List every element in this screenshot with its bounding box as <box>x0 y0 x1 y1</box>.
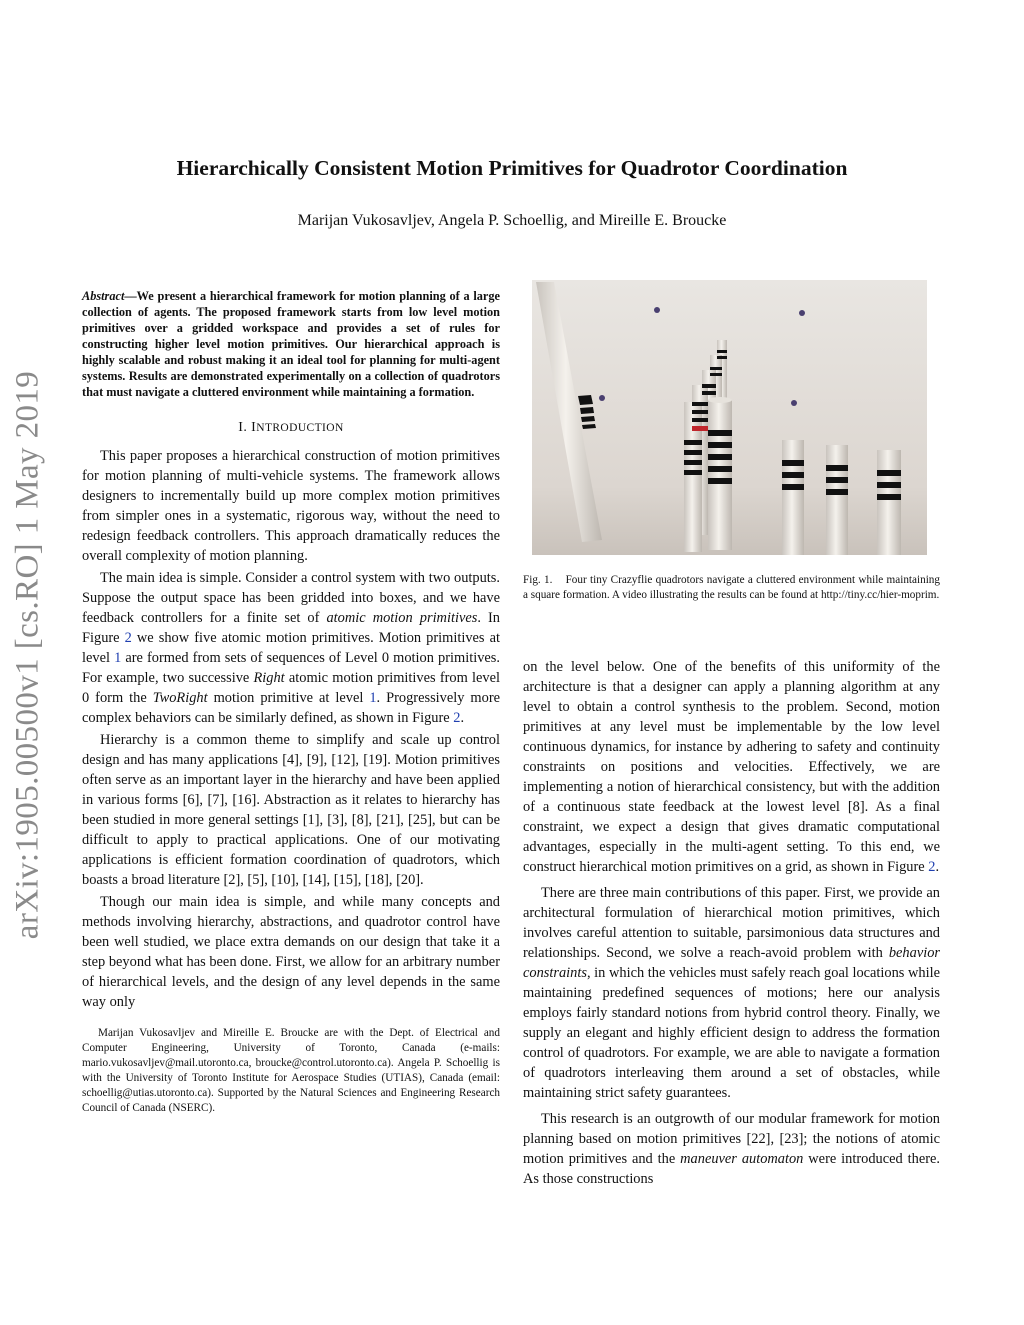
author-list: Marijan Vukosavljev, Angela P. Schoellig, and Mireille E. Broucke <box>297 212 727 229</box>
intro-paragraph-3: Hierarchy is a common theme to simplify and scale up control design and has many applications [4], [9], [12], [19]. Motion primitives often serve as an important layer in the hierarchy and have been applied in various forms [6], [7], [16]. Abstraction as it relates to hierarchy has been studied in more general settings [1], [3], [8], [21], [25], but can be difficult to apply to practical applications. One of our motivating applications is efficient formation coordination of quadrotors, which boasts a broad literature [2], [5], [10], [14], [15], [18], [20]. <box>82 732 500 888</box>
figure-1-photo <box>532 280 927 555</box>
figure-link[interactable]: 2 <box>928 859 936 875</box>
intro-paragraph-4: Though our main idea is simple, and while many concepts and methods involving hierarchy, abstractions, and quadrotor control have been well studied, we place extra demands on our design that take it a step beyond what has been done. First, we allow for an arbitrary number of hierarchical levels, and the design of any level depends in the same way only <box>82 894 500 1010</box>
right-paragraph-2: There are three main contributions of this paper. First, we provide an architectural formulation of hierarchical motion primitives, which involves careful attention to suitable, parsimonious data structures and relationships. Second, we solve a reach-avoid problem with behavior constraints, in which the vehicles must safely reach goal locations while maintaining predefined sequences of motions; here our analysis employs fairly standard notions from hybrid control theory. Finally, we supply an elegant and highly efficient design to address the formation control of quadrotors. For example, we are able to navigate a formation of quadrotors interleaving them around a set of obstacles, while maintaining strict safety guarantees. <box>523 885 940 1101</box>
figure-1-caption: Fig. 1. Four tiny Crazyflie quadrotors navigate a cluttered environment while maintaining a square formation. A video illustrating the results can be found at http://tiny.cc/hier-moprim. <box>523 574 940 601</box>
intro-paragraph-2: The main idea is simple. Consider a control system with two outputs. Suppose the output space has been gridded into boxes, and we have feedback controllers for a finite set of atomic motion primitives. In Figure 2 we show five atomic motion primitives. Motion primitives at level 1 are formed from sets of sequences of Level 0 motion primitives. For example, two successive Right atomic motion primitives from level 0 form the TwoRight motion primitive at level 1. Progressively more complex behaviors can be similarly defined, as shown in Figure 2. <box>82 570 500 726</box>
right-paragraph-1: on the level below. One of the benefits of this uniformity of the architecture is that a designer can apply a planning algorithm at any level to obtain a control synthesis to the problem. Second, motion primitives at any level must be implementable by the low level continuous dynamics, for instance by adhering to safety and continuity constraints on positions and velocities. Effectively, we are implementing a notion of hierarchical consistency, but with the addition of a continuous state feedback at the lowest level [8]. As a final constraint, we expect a design that gives dramatic computational advantages, especially in the multi-agent setting. To this end, we construct hierarchical motion primitives on a grid, as shown in Figure 2. <box>523 659 940 875</box>
arxiv-stamp <box>8 350 48 960</box>
footnote: Marijan Vukosavljev and Mireille E. Broucke are with the Dept. of Electrical and Computer Engineering, University of Toronto, Canada (e-mails: mario.vukosavljev@mail.utoronto.ca, broucke@control.utoronto.ca). Angela P. Schoellig is with the University of Toronto Institute for Aerospace Studies (UTIAS), Canada (email: schoellig@utias.utoronto.ca). Supported by the Natural Sciences and Engineering Research Council of Canada (NSERC). <box>82 1027 500 1114</box>
right-column <box>523 657 940 1191</box>
arxiv-id: arXiv:1905.00500v1 [cs.RO] 1 May 2019 <box>9 370 46 940</box>
figure-link[interactable]: 2 <box>124 630 132 646</box>
right-paragraph-3: This research is an outgrowth of our modular framework for motion planning based on motion primitives [22], [23]; the notions of atomic motion primitives and the maneuver automaton were introduced there. As those constructions <box>523 1111 940 1187</box>
abstract-text: We present a hierarchical framework for motion planning of a large collection of agents. The proposed framework starts from low level motion primitives over a gridded workspace and provides a set of rules for constructing higher level motion primitives. Our hierarchical approach is highly scalable and robust making it an ideal tool for planning for multi-agent systems. Results are demonstrated experimentally on a collection of quadrotors that must navigate a cluttered environment while maintaining a formation. <box>82 289 500 399</box>
figure-label: Fig. 1. <box>523 574 553 586</box>
section-heading-introduction: I. INTRODUCTION <box>238 420 344 435</box>
abstract-label: Abstract <box>82 289 125 303</box>
quadrotor-scene-illustration <box>532 280 927 555</box>
abstract: Abstract—We present a hierarchical framework for motion planning of a large collection of agents. The proposed framework starts from low level motion primitives over a gridded workspace and provides a set of rules for constructing higher level motion primitives. Our hierarchical approach is highly scalable and robust making it an ideal tool for planning for multi-agent systems. Results are demonstrated experimentally on a collection of quadrotors that must navigate a cluttered environment while maintaining a formation. <box>82 289 500 399</box>
figure-link[interactable]: 2 <box>453 710 461 726</box>
left-column <box>82 288 500 1116</box>
paper-title: Hierarchically Consistent Motion Primitives for Quadrotor Coordination <box>176 156 848 180</box>
intro-paragraph-1: This paper proposes a hierarchical construction of motion primitives for motion planning of multi-vehicle systems. The framework allows designers to incrementally build up more complex motion primitives from simpler ones in a systematic, rigorous way, without the need to redesign feedback controllers. This approach dramatically reduces the overall complexity of motion planning. <box>82 448 500 564</box>
obstacle-pole-right <box>782 440 901 555</box>
